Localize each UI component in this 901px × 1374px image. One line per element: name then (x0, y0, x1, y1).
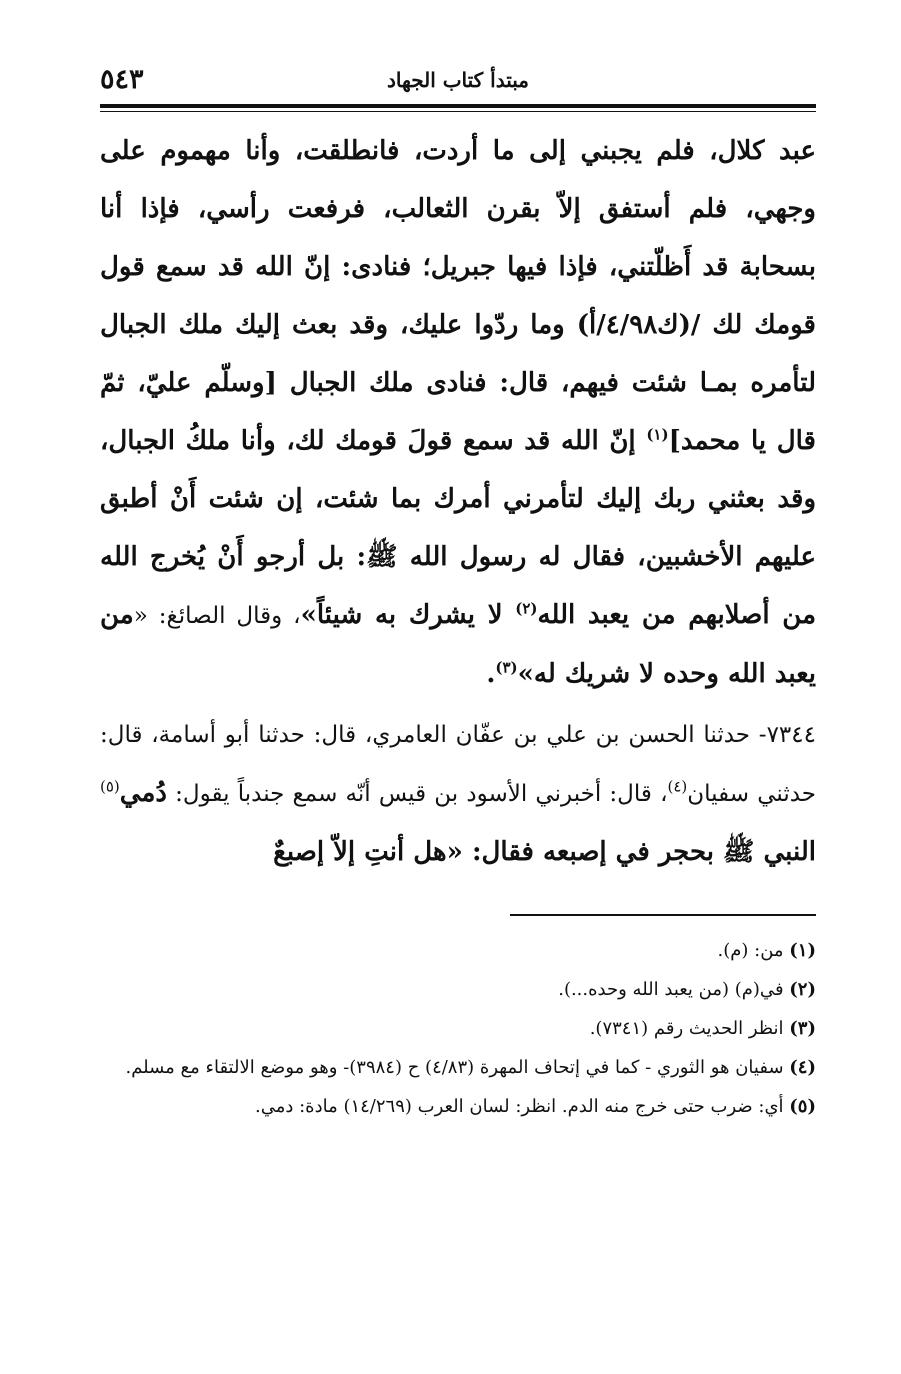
footnote-ref-2[interactable]: (٢) (515, 599, 538, 618)
page-header (100, 64, 816, 102)
matn-text: دُمي (119, 778, 167, 808)
footnote-ref-5[interactable]: (٥) (100, 777, 120, 796)
main-text (100, 122, 816, 881)
text-segment: عبد كلال، فلم يجبني إلى ما أردت، فانطلقت، وأنا مهموم على وجهي، فلم أستفق إلاّ بقرن الثعالب، فرفعت رأسي، فإذا أنا بسحابة قد أَظلّتني، فإذا فيها جبريل؛ فنادى: إنّ الله قد سمع قول قومك لك /(ك٤/٩٨/أ) وما ردّوا عليك، وقد بعث إليك ملك الجبال لتأمره بمـا شئت فيهم، قال: فنادى ملك الجبال [وسلّم عليّ، ثمّ قال يا محمد] (100, 136, 816, 456)
footnote-number: (٤) (789, 1057, 816, 1078)
narration-text: ، وقال الصائغ: « (133, 603, 301, 629)
footnote-text: من: (م). (717, 940, 790, 961)
footnote-ref-3[interactable]: (٣) (495, 658, 518, 677)
page-number: ٥٤٣ (100, 64, 144, 95)
text-segment: . (486, 659, 496, 689)
footnote-separator (510, 914, 816, 916)
footnote-text: أي: ضرب حتى خرج منه الدم. انظر: لسان العرب (١٤/٢٦٩) مادة: دمي. (254, 1096, 790, 1117)
text-segment: لا يشرك به شيئاً» (300, 600, 516, 630)
text-segment: إنّ الله قد سمع قولَ قومك لك، وأنا ملكُ الجبال، وقد بعثني ربك إليك لتأمرني أمرك بما شئت، إن شئت أَنْ أطبق عليهم الأخشبين، فقال له رسول الله ﷺ: بل أرجو أَنْ يُخرج الله من أصلابهم من يعبد الله (100, 426, 816, 630)
header-rule-thick (100, 104, 816, 108)
footnote-2 (100, 973, 816, 1006)
footnote-text: سفيان هو الثوري - كما في إتحاف المهرة (٤/٨٣) ح (٣٩٨٤)- وهو موضع الالتقاء مع مسلم. (125, 1057, 790, 1078)
footnote-number: (١) (789, 940, 816, 961)
footnote-1 (100, 934, 816, 967)
paragraph-hadith-7344 (100, 705, 816, 881)
matn-text: النبي ﷺ بحجر في إصبعه فقال: «هل أنتِ إلاّ إصبعٌ (273, 837, 816, 867)
footnote-number: (٥) (789, 1096, 816, 1117)
isnad-text: ، قال: أخبرني الأسود بن قيس أنّه سمع جندباً يقول: (166, 781, 668, 807)
footnote-ref-1[interactable]: (١) (646, 425, 669, 444)
paragraph-hadith-continuation (100, 122, 816, 703)
text-segment: من يعبد الله وحده لا شريك له» (100, 600, 816, 689)
header-rule-thin (100, 111, 816, 112)
footnote-text: انظر الحديث رقم (٧٣٤١). (589, 1018, 790, 1039)
footnote-ref-4[interactable]: (٤) (667, 777, 688, 796)
footnote-5 (100, 1090, 816, 1123)
footnotes (100, 934, 816, 1129)
running-title: مبتدأ كتاب الجهاد (386, 68, 530, 92)
isnad-text: ٧٣٤٤- حدثنا الحسن بن علي بن عفّان العامري، قال: حدثنا أبو أسامة، قال: حدثني سفيان (100, 722, 817, 807)
footnote-4 (100, 1051, 816, 1084)
footnote-text: في(م) (من يعبد الله وحده...). (558, 979, 790, 1000)
footnote-3 (100, 1012, 816, 1045)
footnote-number: (٢) (789, 979, 816, 1000)
footnote-number: (٣) (789, 1018, 816, 1039)
